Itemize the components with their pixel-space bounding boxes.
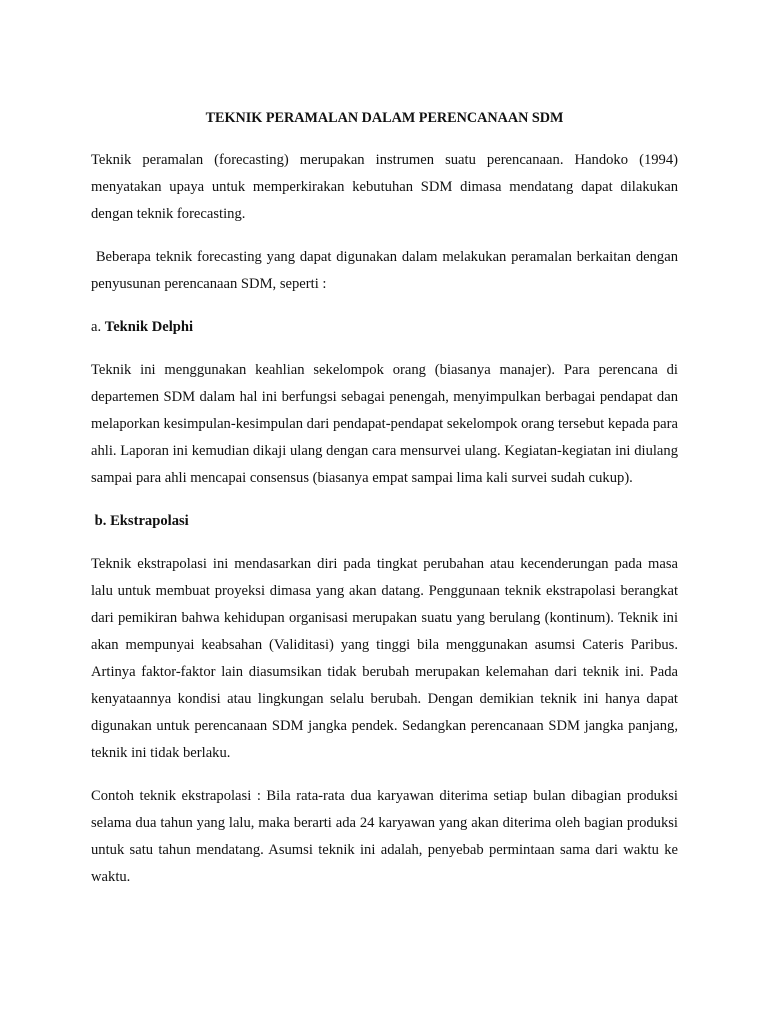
intro-paragraph: Teknik peramalan (forecasting) merupakan instrumen suatu perencanaan. Handoko (1994) menyatakan upaya untuk memperkirakan kebutuhan SDM dimasa mendatang dapat dilakukan dengan teknik forecasting.: [91, 152, 678, 222]
section-b-title: b. Ekstrapolasi: [94, 513, 189, 529]
section-a-heading: [91, 314, 678, 341]
section-a-title: Teknik Delphi: [104, 319, 194, 335]
section-b-example: Contoh teknik ekstrapolasi : Bila rata-rata dua karyawan diterima setiap bulan dibagian produksi selama dua tahun yang lalu, maka berarti ada 24 karyawan yang akan diterima oleh bagian produksi untuk satu tahun mendatang. Asumsi teknik ini adalah, penyebab permintaan sama dari waktu ke waktu.: [91, 788, 678, 885]
section-b-heading: [91, 508, 678, 535]
list-intro-text: Beberapa teknik forecasting yang dapat digunakan dalam melakukan peramalan berkaitan dengan penyusunan perencanaan SDM, seperti :: [91, 249, 678, 292]
section-a-body: Teknik ini menggunakan keahlian sekelompok orang (biasanya manajer). Para perencana di departemen SDM dalam hal ini berfungsi sebagai penengah, menyimpulkan berbagai pendapat dan melaporkan kesimpulan-kesimpulan dari pendapat-pendapat sekelompok orang tersebut kepada para ahli. Laporan ini kemudian dikaji ulang dengan cara mensurvei ulang. Kegiatan-kegiatan ini diulang sampai para ahli mencapai consensus (biasanya empat sampai lima kali survei sudah cukup).: [91, 362, 678, 486]
document-title: TEKNIK PERAMALAN DALAM PERENCANAAN SDM: [205, 110, 564, 126]
section-b-body: Teknik ekstrapolasi ini mendasarkan diri pada tingkat perubahan atau kecenderungan pada masa lalu untuk membuat proyeksi dimasa yang akan datang. Penggunaan teknik ekstrapolasi berangkat dari pemikiran bahwa kehidupan organisasi merupakan suatu yang berulang (kontinum). Teknik ini akan mempunyai keabsahan (Validitasi) yang tinggi bila menggunakan asumsi Cateris Paribus. Artinya faktor-faktor lain diasumsikan tidak berubah merupakan kelemahan dari teknik ini. Pada kenyataannya kondisi atau lingkungan selalu berubah. Dengan demikian teknik ini hanya dapat digunakan untuk perencanaan SDM jangka pendek. Sedangkan perencanaan SDM jangka panjang, teknik ini tidak berlaku.: [91, 556, 678, 761]
document-page: [91, 109, 678, 907]
list-intro-paragraph: [91, 244, 678, 298]
section-a-marker: a.: [91, 319, 102, 335]
